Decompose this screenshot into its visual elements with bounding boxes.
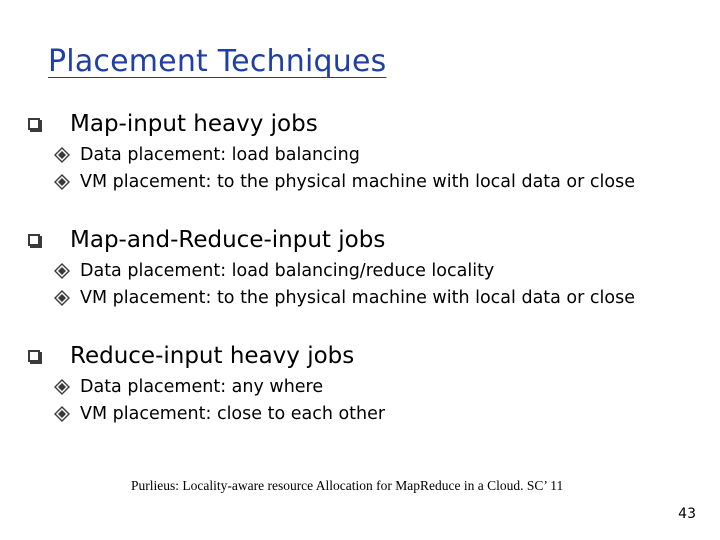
list-item [80,401,670,428]
square-bullet-icon [28,350,40,362]
square-bullet-icon [28,234,40,246]
list-item [80,374,670,401]
page-number: 43 [678,506,696,522]
diamond-bullet-icon [54,147,70,163]
section-heading-1 [28,111,318,141]
list-item [80,258,670,285]
section-heading-3 [28,343,355,373]
citation: Purlieus: Locality-aware resource Allocation for MapReduce in a Cloud. SC’ 11 [131,478,564,493]
list-item-text: VM placement: close to each other [80,404,386,424]
section-heading-text: Map-input heavy jobs [70,111,318,137]
list-item [80,142,670,169]
square-bullet-icon [28,118,40,130]
diamond-bullet-icon [54,290,70,306]
list-item [80,169,670,196]
list-item-text: VM placement: to the physical machine with local data or close [80,288,635,308]
section-heading-2 [28,227,386,257]
diamond-bullet-icon [54,379,70,395]
diamond-bullet-icon [54,406,70,422]
list-item-text: Data placement: load balancing/reduce locality [80,261,495,281]
section-heading-text: Map-and-Reduce-input jobs [70,227,386,253]
diamond-bullet-icon [54,263,70,279]
list-item-text: Data placement: any where [80,377,324,397]
section-heading-text: Reduce-input heavy jobs [70,343,355,369]
list-item-text: VM placement: to the physical machine with local data or close [80,172,635,192]
list-item [80,285,670,312]
list-item-text: Data placement: load balancing [80,145,360,165]
diamond-bullet-icon [54,174,70,190]
slide-title: Placement Techniques [48,44,387,79]
